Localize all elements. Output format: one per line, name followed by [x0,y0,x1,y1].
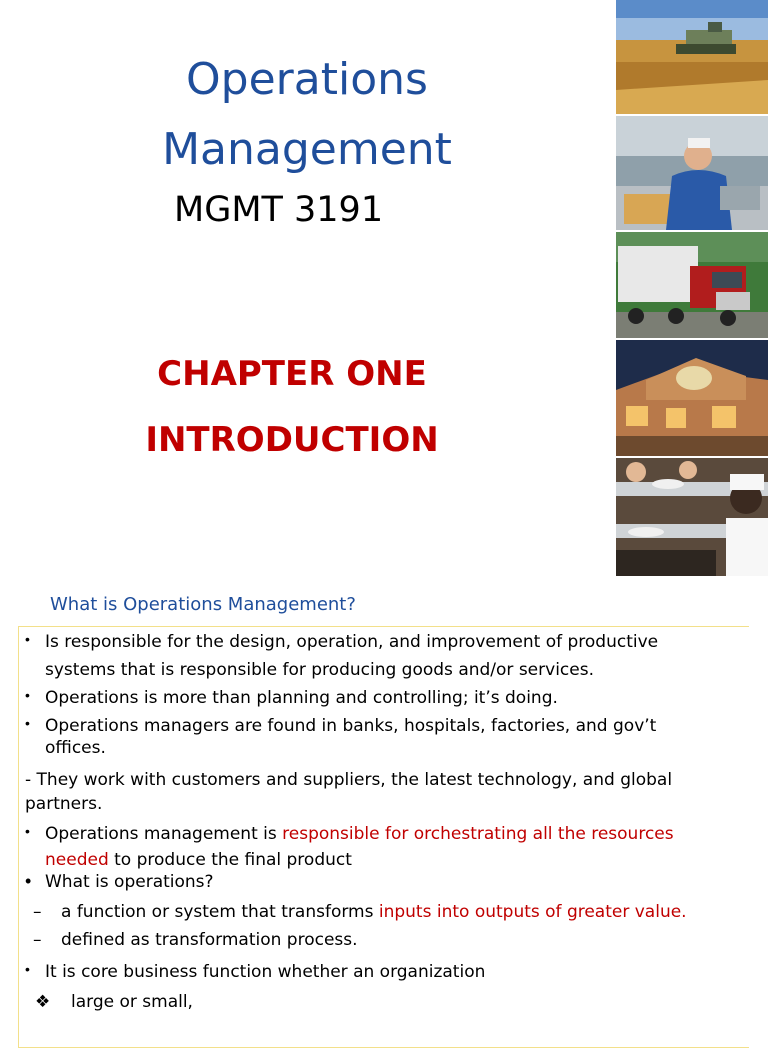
slide-heading: What is Operations Management? [50,594,356,615]
chapter-title: INTRODUCTION [145,420,439,460]
bullet-5: What is operations? [45,872,214,892]
bullet-4-highlight: responsible for orchestrating all the resources [282,824,674,844]
bullet-marker: • [25,631,30,647]
content-slide [0,584,768,1024]
bullet-4-text-2: to produce the final product [108,850,352,870]
diamond-item-1: large or small, [71,992,193,1012]
title-line-2: Management [162,124,452,175]
bullet-3-line-2: offices. [45,738,106,758]
bullet-4-highlight-2: needed [45,850,109,870]
dash-line-2: partners. [25,794,103,814]
dash-marker: – [33,930,42,950]
content-box [18,626,749,1048]
bullet-3-line-1: Operations managers are found in banks, hospitals, factories, and gov’t [45,716,657,736]
sub-item-1-text: a function or system that transforms [61,902,379,922]
bullet-marker: • [25,687,30,703]
bullet-marker: • [25,871,32,891]
course-code: MGMT 3191 [174,190,384,230]
dash-line-1: - They work with customers and suppliers, the latest technology, and global [25,770,673,790]
bullet-4-line-1 [45,821,741,848]
bullet-1-line-1: Is responsible for the design, operation, and improvement of productive [45,632,659,652]
diamond-bullet-icon: ❖ [35,992,51,1012]
bullet-marker: • [25,715,30,731]
wheat-field-photo [616,0,768,114]
dash-marker: – [33,902,42,922]
bullet-2: Operations is more than planning and controlling; it’s doing. [45,688,558,708]
restaurant-photo [616,340,768,456]
bullet-1-line-2: systems that is responsible for producing goods and/or services. [45,660,594,680]
factory-worker-photo [616,116,768,230]
bullet-6: It is core business function whether an organization [45,962,486,982]
bullet-marker: • [25,823,30,839]
sub-item-1 [61,899,687,926]
sub-item-2: defined as transformation process. [61,930,358,950]
kitchen-chefs-photo [616,458,768,576]
bullet-4-text: Operations management is [45,824,283,844]
truck-photo [616,232,768,338]
title-line-1: Operations [186,54,428,105]
bullet-marker: • [25,961,30,977]
photo-strip [616,0,768,576]
sub-item-1-highlight: inputs into outputs of greater value. [378,902,687,922]
chapter-number: CHAPTER ONE [157,354,427,394]
